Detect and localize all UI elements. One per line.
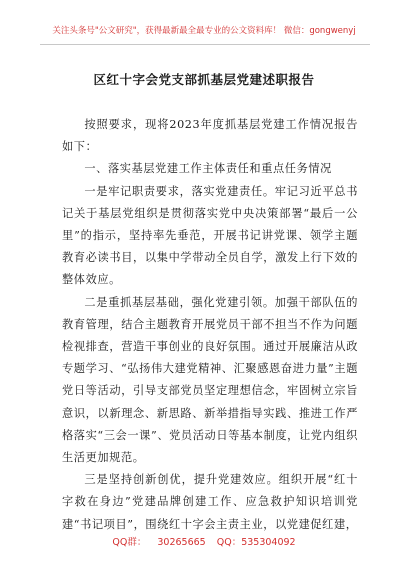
header-promo-text: 关注头条号"公文研究"，获得最新最全最专业的公文资料库！ 微信：gongwenyj: [52, 26, 356, 36]
paragraph-point-2: 二是重抓基层基础，强化党建引领。加强干部队伍的教育管理，结合主题教育开展党员干部不担当不作为问题检视排查，营造干事创业的良好氛围。通过开展廉洁从政专题学习、“弘扬伟大建党精神、汇聚感恩奋进力量”主题党日等活动，引导支部党员坚定理想信念，牢固树立宗旨意识，以新理念、新思路、新举措指导实践、推进工作严格落实“三会一课”、党员活动日等基本制度，让党内组织生活更加规范。: [62, 295, 358, 465]
section-heading: 一、落实基层党建工作主体责任和重点任务情况: [84, 162, 332, 176]
paragraph-point-3: 三是坚持创新创优，提升党建效应。组织开展“红十字救在身边”党建品牌创建工作、应急救护知识培训党建“书记项目”，围绕红十字会主责主业，以党建促红建，: [62, 473, 358, 531]
document-body: [62, 114, 358, 536]
header-divider: [40, 44, 370, 45]
paragraph-point-1: 一是牢记职责要求，落实党建责任。牢记习近平总书记关于基层党组织是贯彻落实党中央决策部署“最后一公里”的指示，坚持率先垂范，开展书记讲党课、领学主题教育必读书目，以集中学带动全员自学，激发上行下效的整体效应。: [62, 184, 358, 287]
document-title: 区红十字会党支部抓基层党建述职报告: [93, 72, 315, 87]
paragraph-intro: 按照要求，现将2023年度抓基层党建工作情况报告如下：: [62, 118, 358, 154]
footer-contact-text: QQ群： 30265665 QQ：535304092: [112, 537, 296, 548]
